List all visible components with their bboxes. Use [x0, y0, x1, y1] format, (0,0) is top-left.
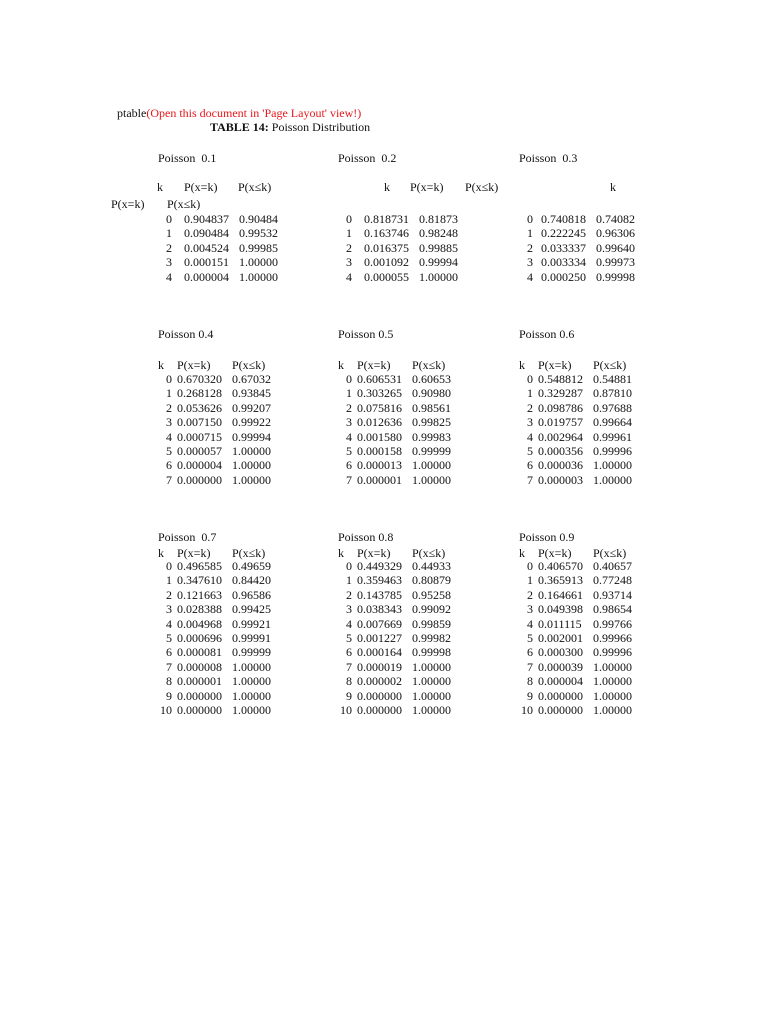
cdf-value: 0.49659: [232, 559, 271, 573]
column-header-k: k: [158, 546, 164, 560]
cdf-value: 0.99664: [593, 415, 632, 430]
k-value: 0: [527, 372, 533, 386]
k-value: 0: [527, 559, 533, 573]
pmf-value: 0.033337: [541, 240, 586, 255]
k-value: 9: [346, 688, 352, 703]
cdf-value: 0.99982: [412, 631, 451, 645]
cdf-value: 0.98561: [412, 400, 451, 415]
cdf-value: 0.80879: [412, 573, 451, 588]
k-value: 3: [346, 255, 352, 270]
pmf-value: 0.004968: [177, 616, 222, 631]
k-value: 7: [346, 659, 352, 674]
cdf-value: 0.99991: [232, 631, 271, 645]
k-value: 6: [166, 458, 172, 473]
cdf-value: 0.99983: [412, 429, 451, 444]
k-value: 0: [166, 212, 172, 226]
cdf-value: 0.99092: [412, 602, 451, 617]
pmf-value: 0.000000: [538, 688, 583, 703]
column-header-pmf: P(x=k): [538, 358, 572, 372]
k-value: 7: [346, 472, 352, 487]
cdf-value: 0.99640: [596, 240, 635, 255]
pmf-value: 0.038343: [357, 602, 402, 617]
k-value: 5: [346, 631, 352, 645]
pmf-value: 0.001227: [357, 631, 402, 645]
column-header-cdf: P(x≤k): [465, 180, 499, 194]
cdf-value: 0.98654: [593, 602, 632, 617]
pmf-value: 0.222245: [541, 226, 586, 241]
pmf-value: 0.000250: [541, 269, 586, 284]
column-header-k: k: [338, 358, 344, 372]
k-value: 0: [346, 212, 352, 226]
pmf-value: 0.406570: [538, 559, 583, 573]
k-value: 3: [166, 255, 172, 270]
cdf-value: 1.00000: [412, 659, 451, 674]
k-value: 4: [527, 616, 533, 631]
cdf-value: 0.99994: [419, 255, 458, 270]
k-value: 6: [346, 458, 352, 473]
cdf-value: 1.00000: [593, 674, 632, 689]
k-value: 3: [166, 415, 172, 430]
cdf-value: 0.99973: [596, 255, 635, 270]
pmf-value: 0.000019: [357, 659, 402, 674]
table-label-0-7: Poisson 0.7: [158, 530, 217, 544]
pmf-value: 0.000004: [177, 458, 222, 473]
pmf-value: 0.329287: [538, 386, 583, 401]
table-label-0-1: Poisson 0.1: [158, 151, 217, 165]
k-value: 2: [346, 240, 352, 255]
k-value: 9: [527, 688, 533, 703]
pmf-value: 0.000000: [177, 703, 222, 717]
table-label-0-3: Poisson 0.3: [519, 151, 578, 165]
k-value: 4: [346, 616, 352, 631]
k-value: 4: [166, 269, 172, 284]
pmf-value: 0.000715: [177, 429, 222, 444]
table-label-0-9: Poisson 0.9: [519, 530, 575, 544]
column-header-cdf: P(x≤k): [593, 546, 627, 560]
pmf-value: 0.004524: [184, 240, 229, 255]
pmf-value: 0.002964: [538, 429, 583, 444]
page-layout-note: (Open this document in 'Page Layout' view!): [146, 106, 362, 120]
cdf-value: 1.00000: [412, 703, 451, 717]
cdf-value: 1.00000: [412, 472, 451, 487]
cdf-value: 1.00000: [232, 458, 271, 473]
pmf-value: 0.347610: [177, 573, 222, 588]
cdf-value: 1.00000: [232, 472, 271, 487]
k-value: 0: [166, 372, 172, 386]
k-value: 4: [527, 429, 533, 444]
k-value: 1: [527, 573, 533, 588]
k-value: 1: [166, 226, 172, 241]
k-value: 2: [527, 400, 533, 415]
cdf-value: 0.99985: [239, 240, 278, 255]
pmf-value: 0.090484: [184, 226, 229, 241]
column-header-k: k: [384, 180, 390, 194]
k-value: 5: [527, 631, 533, 645]
pmf-value: 0.606531: [357, 372, 402, 386]
k-value: 3: [346, 602, 352, 617]
pmf-value: 0.740818: [541, 212, 586, 226]
k-value: 5: [166, 444, 172, 458]
pmf-value: 0.163746: [364, 226, 409, 241]
k-value: 2: [166, 587, 172, 602]
cdf-value: 0.40657: [593, 559, 632, 573]
cdf-value: 0.77248: [593, 573, 632, 588]
k-value: 4: [166, 616, 172, 631]
cdf-value: 0.98248: [419, 226, 458, 241]
pmf-value: 0.121663: [177, 587, 222, 602]
pmf-value: 0.000039: [538, 659, 583, 674]
k-value: 6: [166, 645, 172, 660]
pmf-value: 0.000000: [538, 703, 583, 717]
k-value: 3: [527, 602, 533, 617]
pmf-value: 0.268128: [177, 386, 222, 401]
pmf-value: 0.818731: [364, 212, 409, 226]
column-header-k: k: [158, 358, 164, 372]
pmf-value: 0.075816: [357, 400, 402, 415]
k-value: 1: [166, 573, 172, 588]
cdf-value: 1.00000: [239, 269, 278, 284]
pmf-value: 0.000036: [538, 458, 583, 473]
pmf-value: 0.000000: [177, 472, 222, 487]
cdf-value: 0.97688: [593, 400, 632, 415]
k-value: 2: [527, 240, 533, 255]
pmf-value: 0.000356: [538, 444, 583, 458]
pmf-value: 0.000002: [357, 674, 402, 689]
cdf-value: 0.99998: [596, 269, 635, 284]
cdf-value: 0.99207: [232, 400, 271, 415]
table-number: TABLE 14:: [210, 120, 269, 134]
k-value: 8: [346, 674, 352, 689]
k-value: 3: [527, 255, 533, 270]
pmf-value: 0.000151: [184, 255, 229, 270]
column-header-cdf: P(x≤k): [412, 546, 446, 560]
k-value: 3: [527, 415, 533, 430]
pmf-value: 0.000696: [177, 631, 222, 645]
column-header-pmf: P(x=k): [177, 358, 211, 372]
column-header-k: k: [519, 546, 525, 560]
column-header-pmf: P(x=k): [357, 358, 391, 372]
column-header-pmf-wrapped: P(x=k): [111, 197, 145, 211]
pmf-value: 0.000003: [538, 472, 583, 487]
cdf-value: 0.44933: [412, 559, 451, 573]
k-value: 4: [346, 429, 352, 444]
cdf-value: 0.84420: [232, 573, 271, 588]
k-value: 6: [527, 458, 533, 473]
cdf-value: 0.99859: [412, 616, 451, 631]
k-value: 2: [166, 400, 172, 415]
pmf-value: 0.000300: [538, 645, 583, 660]
table-label-0-6: Poisson 0.6: [519, 327, 575, 341]
pmf-value: 0.164661: [538, 587, 583, 602]
cdf-value: 0.99532: [239, 226, 278, 241]
k-value: 10: [340, 703, 352, 717]
cdf-value: 0.81873: [419, 212, 458, 226]
pmf-value: 0.098786: [538, 400, 583, 415]
table-label-0-4: Poisson 0.4: [158, 327, 214, 341]
column-header-pmf: P(x=k): [410, 180, 444, 194]
cdf-value: 1.00000: [232, 703, 271, 717]
cdf-value: 1.00000: [232, 659, 271, 674]
cdf-value: 0.90484: [239, 212, 278, 226]
pmf-value: 0.000008: [177, 659, 222, 674]
k-value: 6: [527, 645, 533, 660]
pmf-value: 0.000004: [184, 269, 229, 284]
pmf-value: 0.548812: [538, 372, 583, 386]
k-value: 2: [346, 400, 352, 415]
cdf-value: 0.99996: [593, 444, 632, 458]
cdf-value: 0.95258: [412, 587, 451, 602]
pmf-value: 0.143785: [357, 587, 402, 602]
cdf-value: 1.00000: [593, 703, 632, 717]
cdf-value: 0.99994: [232, 429, 271, 444]
cdf-value: 0.54881: [593, 372, 632, 386]
cdf-value: 0.96306: [596, 226, 635, 241]
pmf-value: 0.003334: [541, 255, 586, 270]
cdf-value: 0.99966: [593, 631, 632, 645]
cdf-value: 0.99999: [412, 444, 451, 458]
k-value: 8: [166, 674, 172, 689]
table-label-0-8: Poisson 0.8: [338, 530, 394, 544]
cdf-value: 0.99996: [593, 645, 632, 660]
pmf-value: 0.016375: [364, 240, 409, 255]
pmf-value: 0.904837: [184, 212, 229, 226]
k-value: 4: [166, 429, 172, 444]
pmf-value: 0.670320: [177, 372, 222, 386]
cdf-value: 0.99921: [232, 616, 271, 631]
k-value: 5: [166, 631, 172, 645]
pmf-value: 0.028388: [177, 602, 222, 617]
k-value: 7: [166, 659, 172, 674]
column-header-pmf: P(x=k): [538, 546, 572, 560]
pmf-value: 0.012636: [357, 415, 402, 430]
column-header-cdf-wrapped: P(x≤k): [167, 197, 201, 211]
page-title: [204, 109, 370, 133]
pmf-value: 0.019757: [538, 415, 583, 430]
pmf-value: 0.007669: [357, 616, 402, 631]
cdf-value: 1.00000: [412, 688, 451, 703]
pmf-value: 0.496585: [177, 559, 222, 573]
pmf-value: 0.000164: [357, 645, 402, 660]
k-value: 0: [166, 559, 172, 573]
column-header-cdf: P(x≤k): [232, 358, 266, 372]
cdf-value: 1.00000: [239, 255, 278, 270]
cdf-value: 1.00000: [419, 269, 458, 284]
pmf-value: 0.000081: [177, 645, 222, 660]
cdf-value: 0.87810: [593, 386, 632, 401]
k-value: 4: [346, 269, 352, 284]
column-header-cdf: P(x≤k): [232, 546, 266, 560]
cdf-value: 0.99998: [412, 645, 451, 660]
column-header-cdf: P(x≤k): [238, 180, 272, 194]
cdf-value: 0.99425: [232, 602, 271, 617]
k-value: 1: [346, 226, 352, 241]
k-value: 8: [527, 674, 533, 689]
cdf-value: 1.00000: [593, 472, 632, 487]
pmf-value: 0.007150: [177, 415, 222, 430]
pmf-value: 0.000001: [357, 472, 402, 487]
cdf-value: 1.00000: [232, 444, 271, 458]
pmf-value: 0.000000: [177, 688, 222, 703]
cdf-value: 1.00000: [593, 458, 632, 473]
k-value: 7: [166, 472, 172, 487]
cdf-value: 0.96586: [232, 587, 271, 602]
table-label-0-5: Poisson 0.5: [338, 327, 394, 341]
column-header-pmf: P(x=k): [184, 180, 218, 194]
cdf-value: 0.90980: [412, 386, 451, 401]
cdf-value: 1.00000: [412, 674, 451, 689]
column-header-cdf: P(x≤k): [412, 358, 446, 372]
cdf-value: 1.00000: [593, 688, 632, 703]
column-header-pmf: P(x=k): [357, 546, 391, 560]
cdf-value: 0.99885: [419, 240, 458, 255]
k-value: 3: [346, 415, 352, 430]
pmf-value: 0.000000: [357, 703, 402, 717]
pmf-value: 0.303265: [357, 386, 402, 401]
k-value: 4: [527, 269, 533, 284]
k-value: 10: [521, 703, 533, 717]
pmf-value: 0.000001: [177, 674, 222, 689]
cdf-value: 1.00000: [412, 458, 451, 473]
pmf-value: 0.002001: [538, 631, 583, 645]
cdf-value: 1.00000: [232, 688, 271, 703]
k-value: 7: [527, 659, 533, 674]
k-value: 1: [527, 226, 533, 241]
pmf-value: 0.000004: [538, 674, 583, 689]
pmf-value: 0.365913: [538, 573, 583, 588]
cdf-value: 0.99922: [232, 415, 271, 430]
cdf-value: 0.93714: [593, 587, 632, 602]
cdf-value: 0.99999: [232, 645, 271, 660]
cdf-value: 0.99825: [412, 415, 451, 430]
k-value: 5: [346, 444, 352, 458]
cdf-value: 0.60653: [412, 372, 451, 386]
cdf-value: 0.67032: [232, 372, 271, 386]
filename-label: ptable: [117, 106, 147, 120]
k-value: 1: [166, 386, 172, 401]
table-label-0-2: Poisson 0.2: [338, 151, 397, 165]
k-value: 7: [527, 472, 533, 487]
pmf-value: 0.000158: [357, 444, 402, 458]
column-header-k: k: [610, 180, 616, 194]
k-value: 1: [346, 386, 352, 401]
k-value: 0: [346, 559, 352, 573]
k-value: 2: [527, 587, 533, 602]
k-value: 0: [346, 372, 352, 386]
pmf-value: 0.011115: [538, 616, 582, 631]
k-value: 1: [527, 386, 533, 401]
column-header-pmf: P(x=k): [177, 546, 211, 560]
k-value: 2: [346, 587, 352, 602]
column-header-cdf: P(x≤k): [593, 358, 627, 372]
k-value: 2: [166, 240, 172, 255]
column-header-k: k: [157, 180, 163, 194]
cdf-value: 1.00000: [593, 659, 632, 674]
pmf-value: 0.359463: [357, 573, 402, 588]
k-value: 3: [166, 602, 172, 617]
pmf-value: 0.049398: [538, 602, 583, 617]
cdf-value: 0.93845: [232, 386, 271, 401]
pmf-value: 0.000055: [364, 269, 409, 284]
pmf-value: 0.449329: [357, 559, 402, 573]
k-value: 5: [527, 444, 533, 458]
k-value: 6: [346, 645, 352, 660]
k-value: 1: [346, 573, 352, 588]
table-title: Poisson Distribution: [268, 120, 371, 134]
cdf-value: 0.74082: [596, 212, 635, 226]
pmf-value: 0.000000: [357, 688, 402, 703]
pmf-value: 0.000013: [357, 458, 402, 473]
cdf-value: 0.99961: [593, 429, 632, 444]
pmf-value: 0.000057: [177, 444, 222, 458]
cdf-value: 0.99766: [593, 616, 632, 631]
cdf-value: 1.00000: [232, 674, 271, 689]
k-value: 0: [527, 212, 533, 226]
column-header-k: k: [519, 358, 525, 372]
column-header-k: k: [338, 546, 344, 560]
pmf-value: 0.001580: [357, 429, 402, 444]
k-value: 10: [160, 703, 172, 717]
k-value: 9: [166, 688, 172, 703]
pmf-value: 0.053626: [177, 400, 222, 415]
pmf-value: 0.001092: [364, 255, 409, 270]
